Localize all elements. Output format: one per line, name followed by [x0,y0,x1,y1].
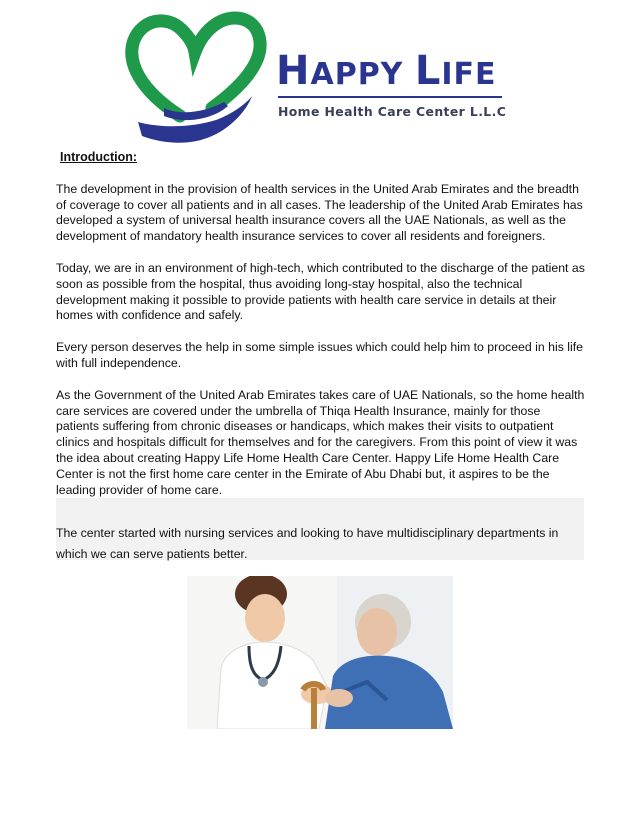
brand-name: HAPPY LIFE [276,48,497,94]
brand-subtitle: Home Health Care Center L.L.C [278,104,507,119]
section-heading: Introduction: [60,150,138,164]
paragraph-health-services: The development in the provision of health services in the United Arab Emirates and the breadth of coverage to cover all patients and in all cases. The leadership of the United Arab Emirates has developed a system of universal health insurance covers all the UAE Nationals, as well as the development of mandatory health insurance services to cover all residents and foreigners. [56,181,583,244]
paragraph-independence: Every person deserves the help in some simple issues which could help him to proceed in his life with full independence. [56,340,583,370]
paragraph-high-tech: Today, we are in an environment of high-tech, which contributed to the discharge of the patient as soon as possible from the hospital, thus avoiding long-stay hospital, also the technical development making it possible to provide patients with health care service in details at their homes with confidence and safely. [56,260,585,323]
paragraph-center-services: The center started with nursing services and looking to have multidisciplinary departments in which we can serve patients better. [56,526,559,561]
nurse-patient-photo [187,576,453,729]
heart-hand-icon [120,4,270,152]
brand-divider [278,96,502,98]
document-body [56,150,586,514]
paragraph-government: As the Government of the United Arab Emirates takes care of UAE Nationals, so the home health care services are covered under the umbrella of Thiqa Health Insurance, mainly for those patients suffering from chronic diseases or handicaps, which makes their visits to outpatient clinics and hospitals difficult for themselves and for the caregivers. From this point of view it was the idea about creating Happy Life Home Health Care Center. Happy Life Home Health Care Center is not the first home care center in the Emirate of Abu Dhabi but, it aspires to be the leading provider of home care. [56,387,585,497]
company-logo [120,4,516,152]
